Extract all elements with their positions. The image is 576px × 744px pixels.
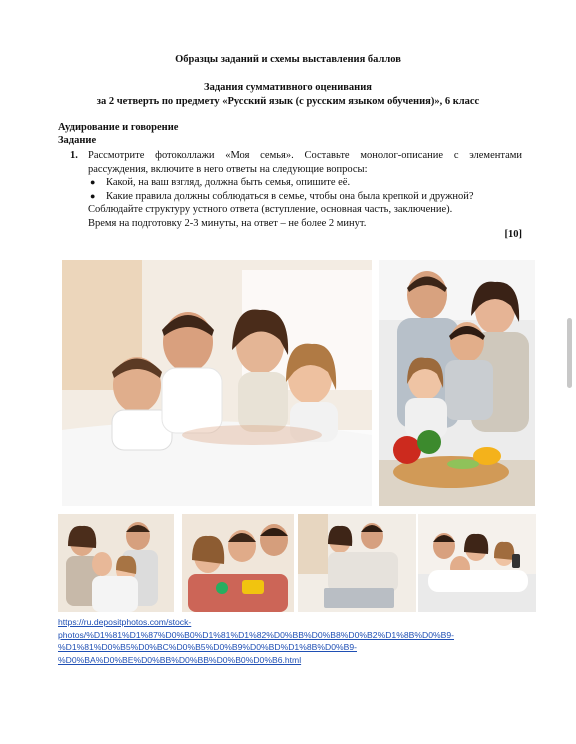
bullet-icon: ● (90, 190, 96, 201)
bullet-text: Какие правила должны соблюдаться в семье, чтобы она была крепкой и дружной? (106, 190, 474, 202)
photo-family-eating (58, 514, 174, 612)
list-item (88, 190, 522, 204)
list-item (88, 176, 522, 190)
task-intro: Рассмотрите фотоколлажи «Моя семья». Составьте монолог-описание с элементами рассуждения, включите в него ответы на следующие вопросы: (88, 150, 522, 175)
structure-note: Соблюдайте структуру устного ответа (вступление, основная часть, заключение). (88, 204, 453, 215)
task-number: 1. (70, 150, 78, 161)
source-link[interactable] (58, 616, 528, 666)
bullet-text: Какой, на ваш взгляд, должна быть семья, опишите её. (106, 177, 351, 188)
scrollbar[interactable] (567, 318, 572, 388)
photo-family-playing (182, 514, 294, 612)
photo-family-laptop (298, 514, 416, 612)
subject-line: за 2 четверть по предмету «Русский язык (с русским языком обучения)», 6 класс (96, 96, 480, 107)
page-title: Образцы заданий и схемы выставления баллов (175, 54, 401, 65)
bullet-icon: ● (90, 177, 96, 187)
source-link-line[interactable]: photos/%D1%81%D1%87%D0%B0%D1%81%D1%82%D0%BB%D0%B8%D0%B2%D1%8B%D0%B9- (58, 629, 454, 640)
source-link-line[interactable]: %D1%81%D0%B5%D0%BC%D0%B5%D0%B9%D0%BD%D1%8B%D0%B9- (58, 642, 357, 652)
source-link-line[interactable]: %D0%BA%D0%BE%D0%BB%D0%BB%D0%B0%D0%B6.html (58, 654, 302, 665)
source-link-line[interactable]: https://ru.depositphotos.com/stock- (58, 617, 192, 627)
photo-family-in-kitchen (379, 260, 535, 506)
task-item (70, 149, 522, 230)
time-note: Время на подготовку 2-3 минуты, на ответ – не более 2 минут. (88, 217, 367, 229)
assessment-title: Задания суммативного оценивания (204, 82, 372, 93)
section-heading: Аудирование и говорение (58, 122, 179, 133)
score-label: [10] (504, 229, 522, 240)
photo-family-on-bed (62, 260, 372, 506)
task-label: Задание (58, 135, 97, 146)
photo-family-floor (418, 514, 536, 612)
